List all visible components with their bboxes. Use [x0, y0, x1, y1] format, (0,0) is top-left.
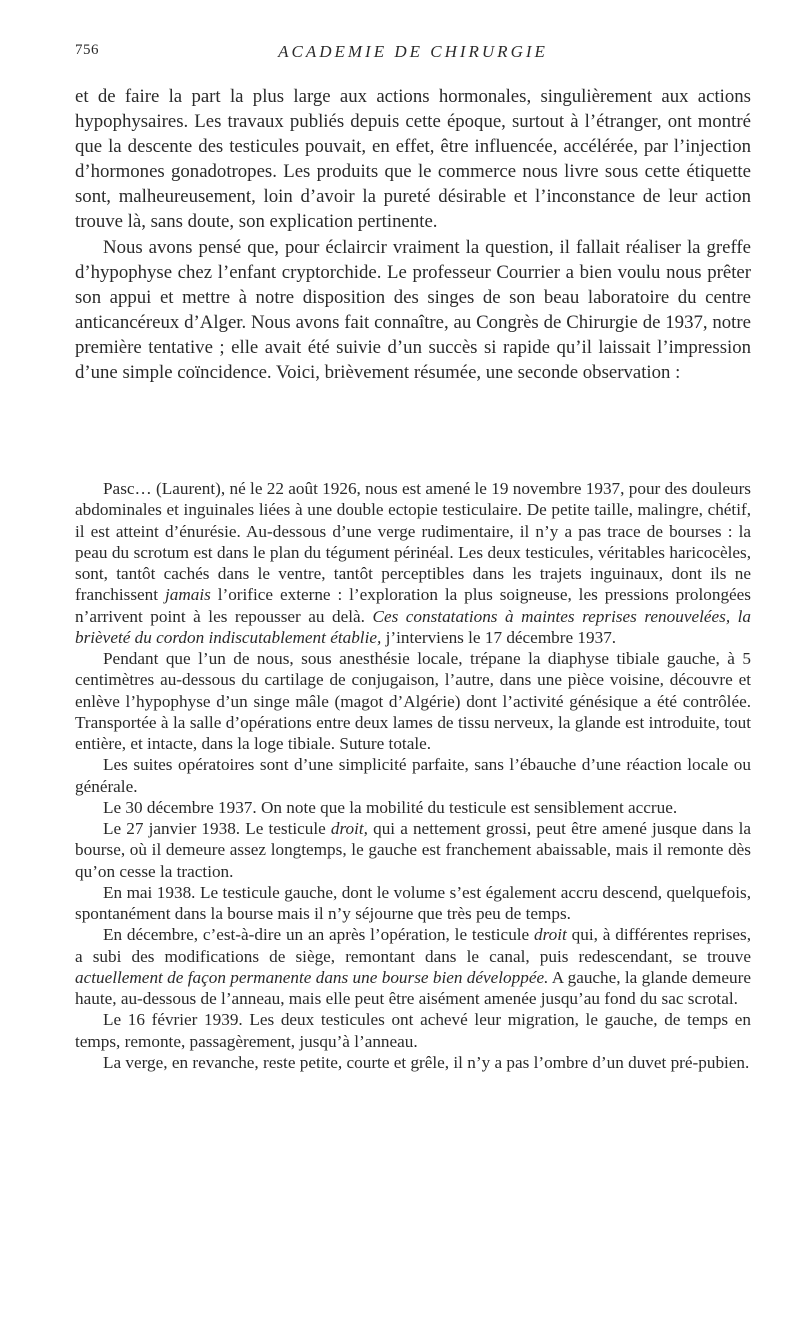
observation-paragraph-dec-1937: Le 30 décembre 1937. On note que la mobilité du testicule est sensiblement accrue. — [103, 797, 678, 817]
text-span: l’orifice externe : l’exploration la plus soigneuse, les pressions prolongées n’arrivent point à les repousser au delà. — [75, 585, 751, 626]
text-span: A gauche, la glande demeure haute, au-dessous de l’anneau, mais elle peut être aisément amenée jusqu’au fond du sac scrotal. — [75, 967, 751, 1008]
observation-paragraph-jan-1938 — [75, 818, 751, 882]
paragraph-continued: et de faire la part la plus large aux actions hormonales, singulièrement aux actions hypophysaires. Les travaux publiés depuis cette époque, surtout à l’étranger, ont montré que la descente des testicules pouvait, en effet, être influencée, accélérée, par l’injection d’hormones gonadotropes. Les produits que le commerce nous livre sous cette étiquette sont, malheureusement, loin d’avoir la pureté désirable et l’inconstance de leur action trouve là, sans doute, son explication pertinente. — [75, 86, 751, 233]
text-span: qui a nettement grossi, peut être amené jusque dans la bourse, où il demeure assez longtemps, le gauche est franchement abaissable, mais il remonte dès qu’on cesse la traction. — [75, 819, 751, 881]
text-span: En décembre, c’est-à-dire un an après l’opération, le testicule — [103, 925, 535, 945]
observation-paragraph-feb-1939: Le 16 février 1939. Les deux testicules ont achevé leur migration, le gauche, de temps en temps, remonte, passagèrement, jusqu’à l’anneau. — [75, 1010, 751, 1051]
text-span: Pasc… (Laurent), né le 22 août 1926, nous est amené le 19 novembre 1937, pour des douleurs abdominales et inguinales liées à une double ectopie testiculaire. De petite taille, malingre, chétif, il est atteint d’énurésie. Au-dessous d’une verge rudimentaire, il n’y a pas trace de bourses : la peau du scrotum est dans le plan du tégument périnéal. Les deux testicules, véritables haricocèles, sont, tantôt cachés dans le ventre, tantôt perceptibles dans les trajets inguinaux, dont ils ne franchissent — [75, 479, 751, 605]
text-span: Le 27 janvier 1938. Le testicule — [103, 819, 331, 838]
page-number: 756 — [75, 42, 99, 58]
observation-paragraph-may-1938: En mai 1938. Le testicule gauche, dont le volume s’est également accru descend, quelquefois, spontanément dans la bourse mais il n’y séjourne que très peu de temps. — [75, 882, 751, 923]
page-header — [75, 42, 751, 68]
running-title: ACADEMIE DE CHIRURGIE — [278, 42, 548, 61]
introduction-text — [75, 84, 751, 385]
observation-paragraph-operation: Pendant que l’un de nous, sous anesthésie locale, trépane la diaphyse tibiale gauche, à 5 centimètres au-dessous du cartilage de conjugaison, l’autre, dans une pièce voisine, découvre et enlève l’hypophyse d’un singe mâle (magot d’Algérie) dont l’activité génésique a été contrôlée. Transportée à la salle d’opérations entre deux lames de tissu nerveux, la glande est introduite, tout entière, et intacte, dans la loge tibiale. Suture totale. — [75, 649, 751, 753]
case-observation — [75, 478, 751, 1073]
italic-emphasis: jamais — [164, 585, 211, 605]
italic-emphasis: Ces constatations à maintes reprises renouvelées, la brièveté du cordon indiscutablement établie, — [75, 606, 752, 647]
observation-paragraph-dec-1938 — [75, 924, 751, 1009]
italic-emphasis: droit, — [330, 819, 368, 838]
text-span: qui, à différentes reprises, a subi des modifications de siège, remontant dans le canal, puis redescendant, se trouve — [75, 925, 751, 966]
observation-paragraph-postop: Les suites opératoires sont d’une simplicité parfaite, sans l’ébauche d’une réaction locale ou générale. — [75, 755, 751, 796]
paragraph-graft-rationale: Nous avons pensé que, pour éclaircir vraiment la question, il fallait réaliser la greffe d’hypophyse chez l’enfant cryptorchide. Le professeur Courrier a bien voulu nous prêter son appui et mettre à notre disposition des singes de son beau laboratoire du centre anticancéreux d’Alger. Nous avons fait connaître, au Congrès de Chirurgie de 1937, notre première tentative ; elle avait été suivie d’un succès si rapide qu’il laissait l’impression d’une simple coïncidence. Voici, brièvement résumée, une seconde observation : — [75, 236, 751, 384]
observation-paragraph-conclusion: La verge, en revanche, reste petite, courte et grêle, il n’y a pas l’ombre d’un duvet pré-pubien. — [103, 1052, 750, 1072]
italic-emphasis: droit — [534, 925, 567, 945]
observation-paragraph-history — [75, 478, 751, 648]
text-span: j’interviens le 17 décembre 1937. — [381, 627, 617, 647]
italic-emphasis: actuellement de façon permanente dans une bourse bien développée. — [75, 967, 549, 987]
